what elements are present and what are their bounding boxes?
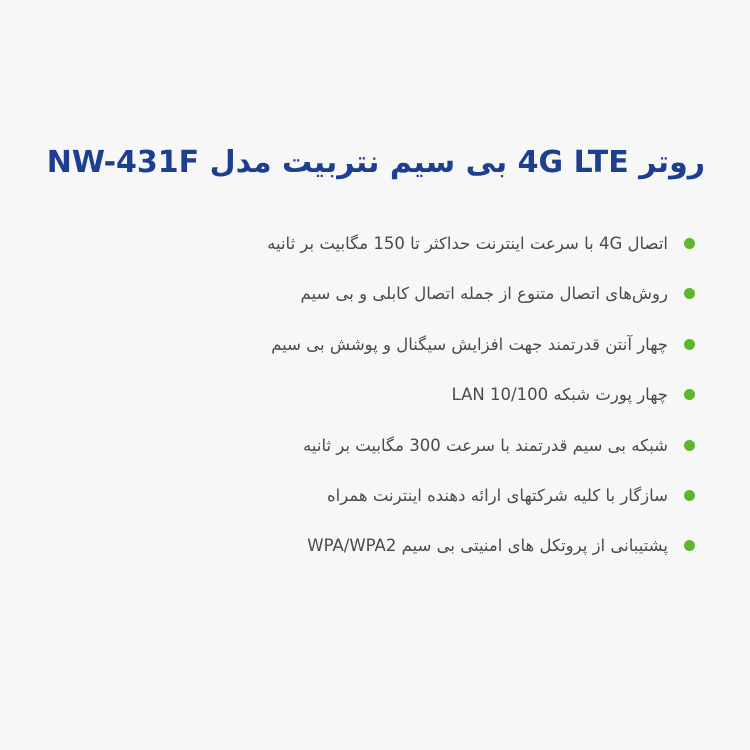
list-item <box>45 382 705 408</box>
feature-list <box>45 231 705 560</box>
feature-text: چهار آنتن قدرتمند جهت افزایش سیگنال و پوشش بی سیم <box>271 334 668 354</box>
list-item <box>45 483 705 509</box>
product-content <box>45 140 705 584</box>
feature-text: چهار پورت شبکه LAN 10/100 <box>451 385 668 405</box>
list-item <box>45 533 705 559</box>
feature-text: سازگار با کلیه شرکتهای ارائه دهنده اینترنت همراه <box>327 485 668 505</box>
list-item <box>45 281 705 307</box>
page-title: روتر 4G LTE بی سیم نتربیت مدل NW-431F <box>46 145 705 180</box>
bullet-icon <box>684 440 695 451</box>
bullet-icon <box>684 389 695 400</box>
bullet-icon <box>684 288 695 299</box>
feature-text: شبکه بی سیم قدرتمند با سرعت 300 مگابیت بر ثانیه <box>303 435 668 455</box>
bullet-icon <box>684 490 695 501</box>
list-item <box>45 231 705 257</box>
bullet-icon <box>684 238 695 249</box>
feature-text: روش‌های اتصال متنوع از جمله اتصال کابلی و بی سیم <box>300 284 668 304</box>
bullet-icon <box>684 339 695 350</box>
list-item <box>45 332 705 358</box>
bullet-icon <box>684 540 695 551</box>
feature-text: اتصال 4G با سرعت اینترنت حداکثر تا 150 مگابیت بر ثانیه <box>267 234 668 253</box>
list-item <box>45 433 705 459</box>
feature-text: پشتیبانی از پروتکل های امنیتی بی سیم WPA/WPA2 <box>307 536 668 556</box>
